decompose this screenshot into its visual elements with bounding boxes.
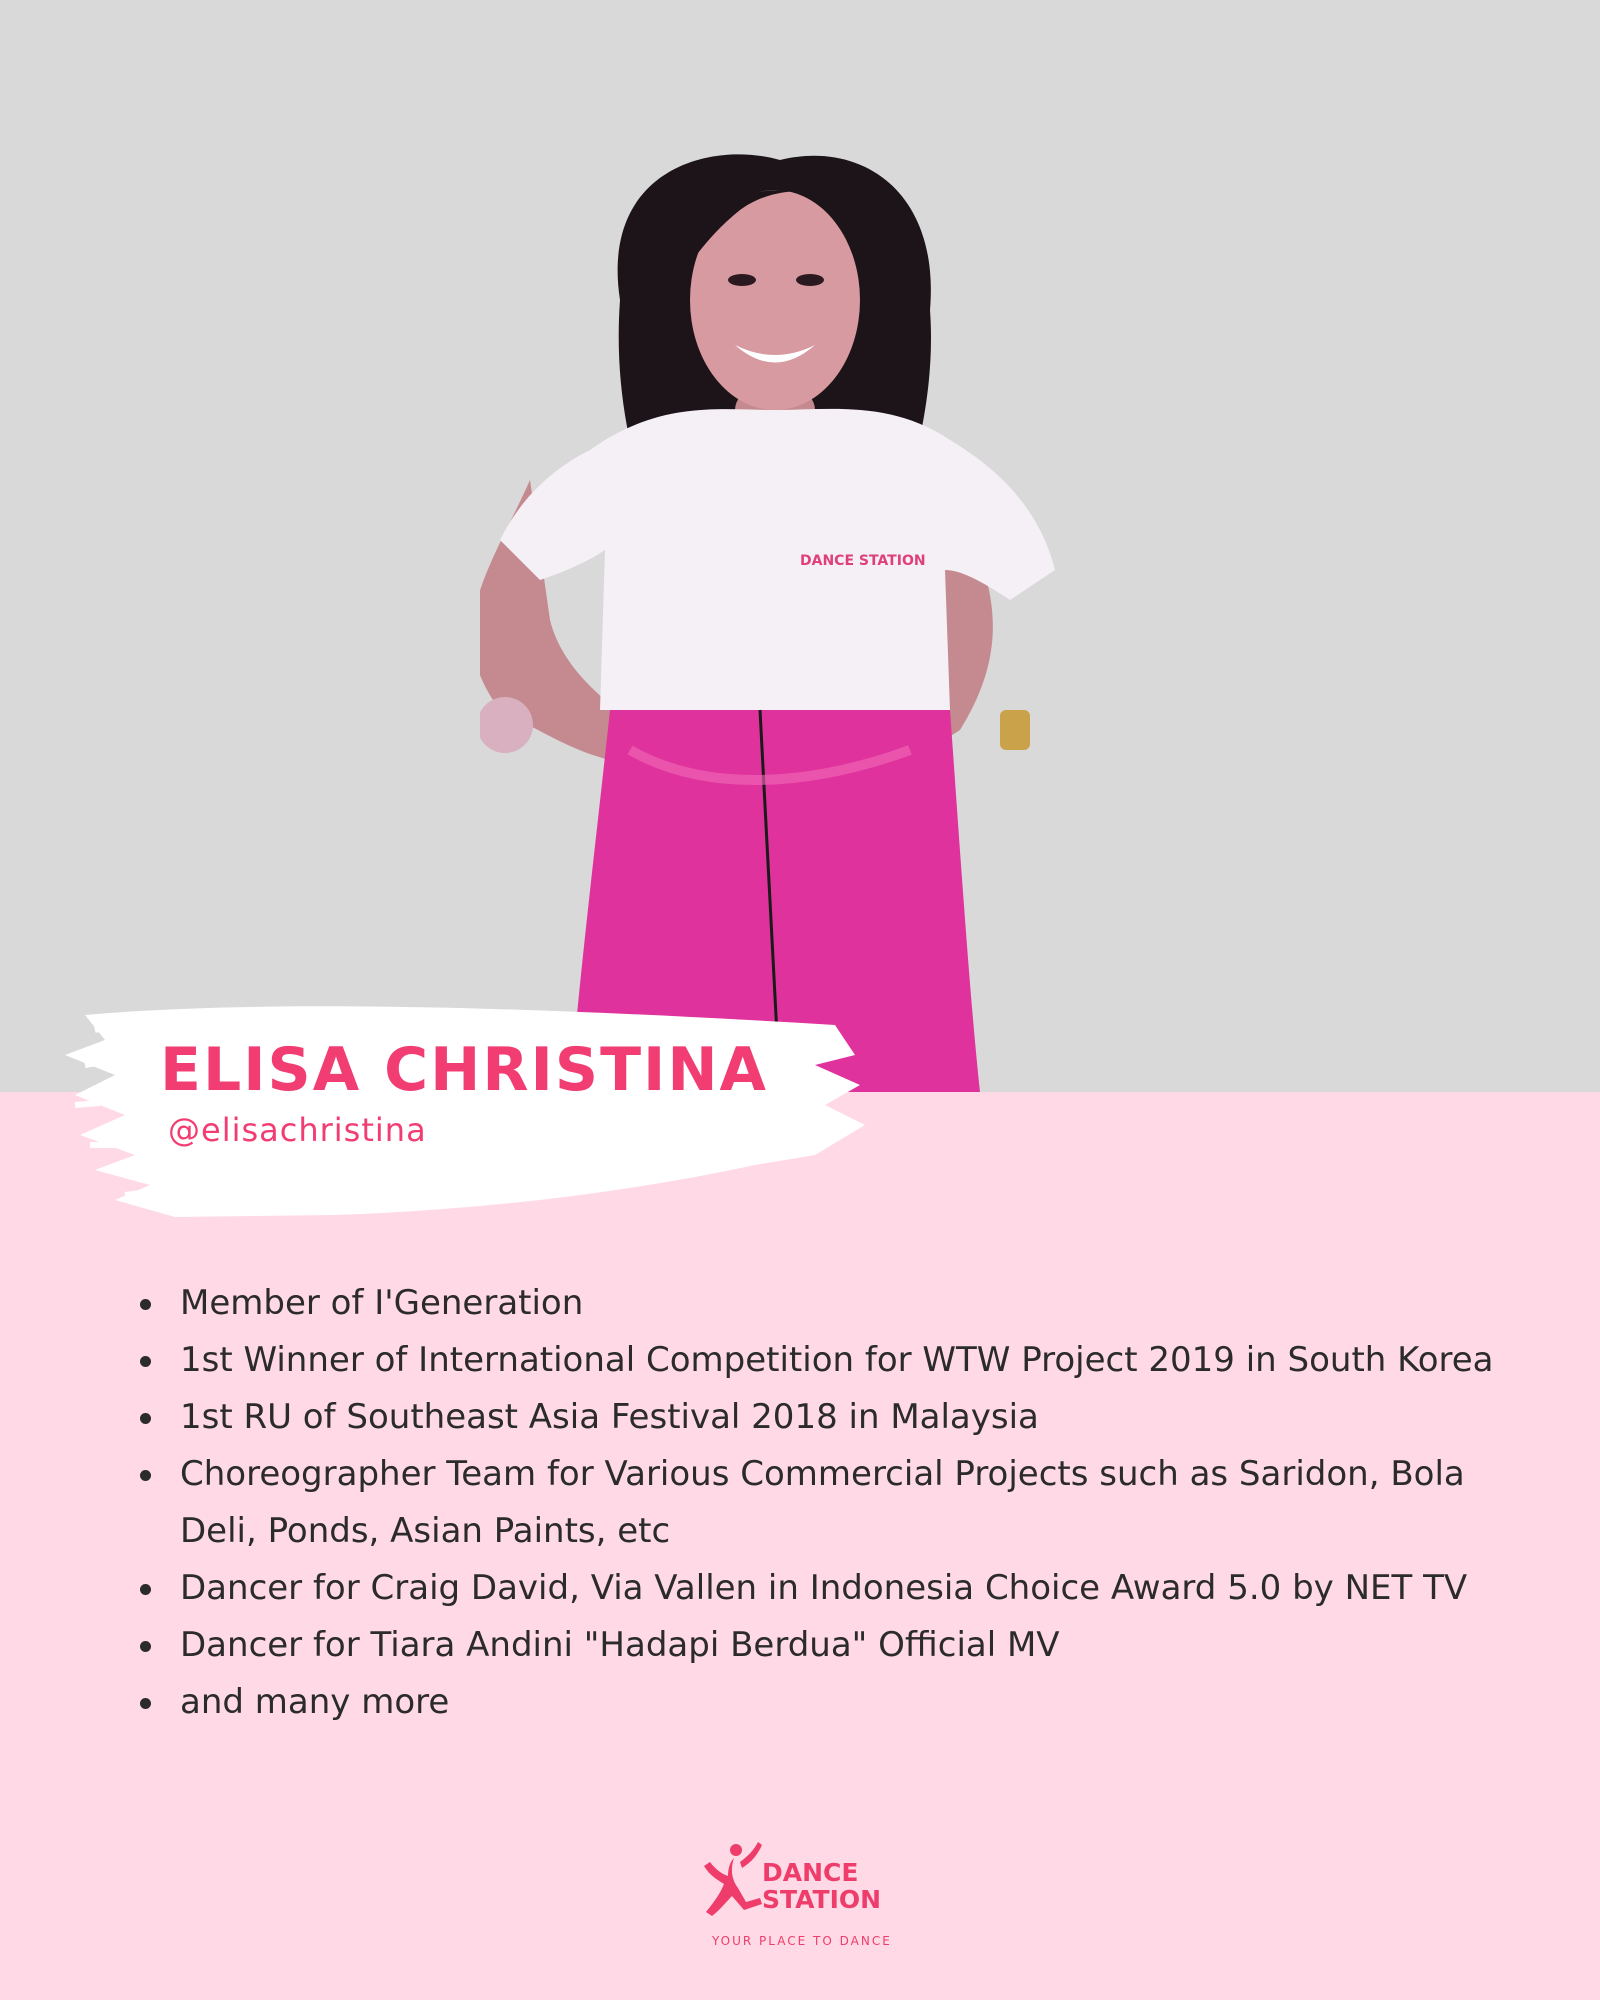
logo-text-dance: DANCE xyxy=(762,1858,859,1887)
logo-tagline: YOUR PLACE TO DANCE xyxy=(712,1934,892,1948)
achievement-item: and many more xyxy=(140,1674,1500,1731)
instagram-handle: @elisachristina xyxy=(168,1111,427,1149)
achievement-list xyxy=(140,1275,1500,1731)
dancer-name: ELISA CHRISTINA xyxy=(160,1035,768,1105)
name-banner-brush xyxy=(55,995,875,1225)
achievement-item: Dancer for Tiara Andini "Hadapi Berdua" Official MV xyxy=(140,1617,1500,1674)
dancer-photo xyxy=(480,150,1240,1092)
dance-station-logo xyxy=(700,1840,910,1950)
achievement-item: Choreographer Team for Various Commercial Projects such as Saridon, Bola Deli, Ponds, Asian Paints, etc xyxy=(140,1446,1500,1560)
dancer-icon xyxy=(700,1840,765,1930)
svg-text:DANCE STATION: DANCE STATION xyxy=(800,553,926,569)
achievement-item: 1st RU of Southeast Asia Festival 2018 in Malaysia xyxy=(140,1389,1500,1446)
logo-text-station: STATION xyxy=(762,1885,882,1914)
achievement-item: 1st Winner of International Competition for WTW Project 2019 in South Korea xyxy=(140,1332,1500,1389)
achievement-item: Member of I'Generation xyxy=(140,1275,1500,1332)
achievement-item: Dancer for Craig David, Via Vallen in Indonesia Choice Award 5.0 by NET TV xyxy=(140,1560,1500,1617)
